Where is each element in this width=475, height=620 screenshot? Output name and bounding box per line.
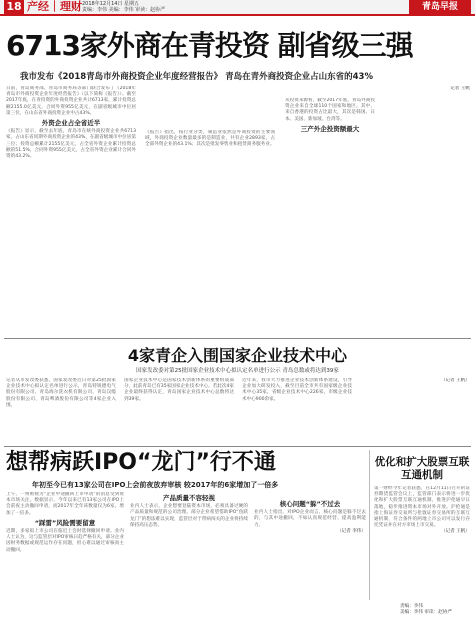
story1-column-1 bbox=[6, 86, 136, 336]
story1-headline: 6713家外商在青投资 副省级三强 bbox=[6, 29, 413, 62]
story4-body bbox=[374, 486, 470, 602]
story3-section-text-3: 业内人士表示，企业想要登陆资本市场，必须具备过硬的产品质量和规范的公司治理。部分企业希望借助IPO“鱼跃龙门”的想法难以实现，监管层对于带病闯关的企业将持续保持高压态势。 bbox=[130, 504, 248, 528]
story3-headline: 想帮病跃IPO“龙门”行不通 bbox=[6, 450, 276, 475]
story1-byline: 记者 王帆 bbox=[450, 86, 470, 91]
story3-section-title-3: 产品质量不容轻视 bbox=[163, 494, 215, 502]
story2-column-2 bbox=[124, 378, 234, 442]
story2-paragraph-1: 记者从市发改委获悉，国家发改委近日对第25批国家企业技术中心拟认定名单进行公示，青岛特锐德电气股份有限公司、青岛海尔洗衣机有限公司、青岛汉缆股份有限公司、青岛啤酒股份有限公司等4家企业入围。 bbox=[6, 378, 116, 408]
story2-column-1 bbox=[6, 378, 116, 442]
story1-subhead: 我市发布《2018青岛市外商投资企业年度经营报告》 青岛在青外商投资企业占山东省的43% bbox=[20, 72, 373, 82]
story1-column-2 bbox=[145, 130, 275, 336]
section-title: 产经｜理财 bbox=[27, 0, 82, 13]
footer-credits: 美编：李伟 审读：赵协严 bbox=[400, 610, 452, 615]
editor-credits: 责编：李伟 美编：李伟 审读：赵协严 bbox=[82, 7, 166, 13]
story3-section-title-4: 核心问题“躲”不过去 bbox=[279, 500, 341, 508]
story3-section-text-2: 近期，多家拟上市公司在临近上会时选择撤回申请。业内人士认为，这与监管层对IPO审核日趋严格有关，部分企业因财务数据或规范运作存在问题，担心难以通过审核而主动撤回。 bbox=[6, 529, 124, 553]
story2-column-4 bbox=[360, 378, 470, 442]
story1-section-text-2: 《报告》指出，按行业分类，制造业依然是外商投资的主要领域，外商投资企业数量最多的是制造业，共有企业2893家，占全部外资企业的43.1%；其次是批发零售业和租赁商务服务业。 bbox=[145, 130, 275, 148]
story4-text: 第一财经今年记者获悉，在12月11日召开的证券期货监管会议上，监管部门表示将进一步优化和扩大股票互联互通机制，推进沪伦通早日落地，稳步推进资本市场对外开放。沪伦通是指上海证券交易所与伦敦证券交易所的互联互通机制，符合条件的两地上市公司可以发行存托凭证并在对方市场上市交易。 bbox=[374, 486, 470, 529]
story3-section-title-2: “踩雷”风险需要留意 bbox=[34, 518, 96, 527]
section-divider-2 bbox=[4, 446, 471, 447]
story2-byline: （记者 王帆） bbox=[440, 378, 470, 383]
date-line bbox=[82, 1, 165, 13]
story4-headline: 优化和扩大股票互联互通机制 bbox=[374, 456, 470, 481]
story2-paragraph-3: 近年来，我市大力推进企业技术创新体系建设，引导企业加大研发投入，截至目前全市共有国家级企业技术中心35家，省级企业技术中心226家，市级企业技术中心900余家。 bbox=[242, 378, 352, 402]
issue-date: 2018年12月14日 星期五 bbox=[82, 1, 140, 7]
story4-byline: （记者 王帆） bbox=[440, 529, 470, 535]
story1-section-title-1: 外资企业占全省近半 bbox=[41, 119, 101, 128]
story3-section-text-1: 上午，一则被视为“企业中途撤回上市申请”的消息受到资本市场关注。数据显示，今年以来已有13家公司在IPO上会前夜主动撤回申请，而2017年全年该数量仅为6家，增加了一倍多。 bbox=[6, 492, 124, 516]
story3-column-3 bbox=[254, 498, 366, 616]
page-footer bbox=[400, 604, 452, 616]
story3-column-1 bbox=[6, 492, 124, 616]
story2-column-3 bbox=[242, 378, 352, 442]
header-divider bbox=[0, 14, 475, 16]
story1-right-section-title: 三产外企投资额最大 bbox=[300, 124, 360, 133]
story2-subhead: 国家发改委对第25批国家企业技术中心拟认定名单进行公示 青岛总数或将达到39家 bbox=[136, 368, 339, 374]
story2-paragraph-2: 国家企业技术中心是国家技术创新体系的重要组成部分，此前青岛已有35家国家企业技术中心。若此次4家企业最终获得认定，青岛国家企业技术中心总数将达到39家。 bbox=[124, 378, 234, 402]
story3-section-text-4: 业内人士指出，对IPO企业而言，核心问题是躲不过去的，与其中途撤回，不如认真规范经营、提高盈利能力。 bbox=[254, 510, 366, 528]
story1-column-4 bbox=[382, 86, 470, 336]
masthead-logo: 青岛早报 bbox=[409, 0, 471, 14]
story2-headline: 4家青企入围国家企业技术中心 bbox=[127, 346, 348, 365]
story3-byline: （记者 李伟） bbox=[336, 528, 366, 534]
section-divider-1 bbox=[4, 338, 471, 339]
page-number: 18 bbox=[4, 0, 24, 14]
column-divider bbox=[369, 450, 370, 600]
story1-column-3 bbox=[285, 98, 375, 336]
story1-section-text-3: 从投资来源看，截至2017年底，青岛外商投资企业来自全球110个国家和地区。其中，来自香港的投资占比最大，其次是韩国、日本、美国、新加坡、台湾等。 bbox=[285, 98, 375, 122]
story3-column-2 bbox=[130, 492, 248, 616]
footer-editor: 责编：李伟 bbox=[400, 604, 423, 609]
story1-section-text-1: 《报告》显示，截至去年底，青岛市在统外商投资企业共6713家，占山东省同期外商投资企业的43%，在副省级城市中位居第三位；投资总额累计2155亿美元，占全省外资企业累计投资总额的51.5%，合同外资955亿美元，占全省外资企业累计合同外资的43.2%。 bbox=[6, 129, 136, 160]
story1-lead: 日前，青岛商务部、青岛市商务局等部门联合发布了《2018年青岛市外商投资企业年度经营报告》（以下简称《报告》）。截至2017年底，在青投资的外商投资企业共计6713家，累计投资总额2155.0亿美元，合同外资955亿美元，在副省级城市中位居第三位，在山东省外商投资企业中占43%。 bbox=[6, 86, 136, 116]
story3-subhead: 年初至今已有13家公司在IPO上会前夜放弃审核 较2017年的6家增加了一倍多 bbox=[32, 481, 279, 489]
